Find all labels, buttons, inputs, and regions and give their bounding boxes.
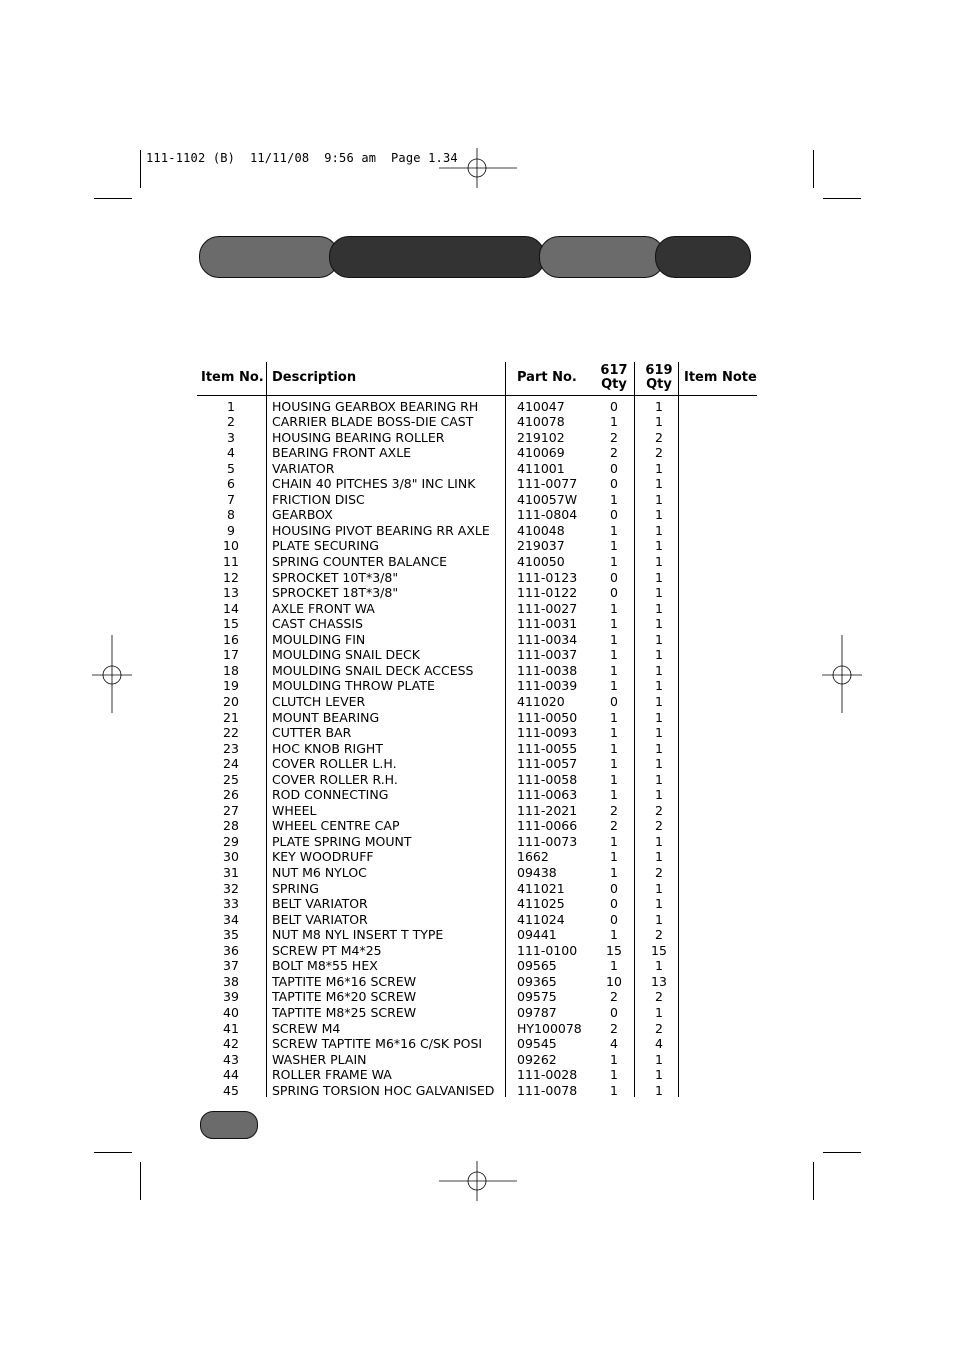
qty-617-cell: 1 — [610, 756, 618, 772]
description-cell: MOUNT BEARING — [272, 709, 380, 725]
part-number-cell: 219102 — [517, 429, 565, 445]
table-row — [0, 1021, 954, 1037]
item-number-cell: 16 — [223, 631, 239, 647]
qty-619-cell: 15 — [651, 942, 667, 958]
description-cell: GEARBOX — [272, 507, 333, 523]
qty-617-cell: 1 — [610, 849, 618, 865]
qty-617-cell: 0 — [610, 911, 618, 927]
table-row — [0, 601, 954, 617]
description-cell: WHEEL CENTRE CAP — [272, 818, 400, 834]
item-number-cell: 17 — [223, 647, 239, 663]
table-row — [0, 834, 954, 850]
qty-617-cell: 1 — [610, 1067, 618, 1083]
description-cell: COVER ROLLER L.H. — [272, 756, 397, 772]
description-cell: SCREW PT M4*25 — [272, 942, 382, 958]
qty-619-cell: 1 — [655, 616, 663, 632]
qty-619-cell: 2 — [655, 445, 663, 461]
item-number-cell: 30 — [223, 849, 239, 865]
item-number-cell: 14 — [223, 600, 239, 616]
description-cell: COVER ROLLER R.H. — [272, 771, 398, 787]
description-cell: FRICTION DISC — [272, 491, 365, 507]
item-number-cell: 42 — [223, 1036, 239, 1052]
description-cell: ROD CONNECTING — [272, 787, 389, 803]
part-number-cell: 111-0050 — [517, 709, 578, 725]
table-row — [0, 881, 954, 897]
item-number-cell: 36 — [223, 942, 239, 958]
item-number-cell: 32 — [223, 880, 239, 896]
qty-619-cell: 1 — [655, 554, 663, 569]
table-row — [0, 927, 954, 943]
qty-619-cell: 2 — [655, 429, 663, 445]
part-number-cell: 111-0122 — [517, 585, 578, 601]
table-row — [0, 849, 954, 865]
table-row — [0, 974, 954, 990]
table-row — [0, 787, 954, 803]
header-tab-shape — [539, 236, 665, 278]
qty-619-cell: 1 — [655, 740, 663, 756]
header-qty-617-top: 617 — [600, 363, 628, 378]
description-cell: HOUSING GEARBOX BEARING RH — [272, 398, 479, 414]
qty-617-cell: 2 — [610, 429, 618, 445]
part-number-cell: 111-0123 — [517, 569, 578, 585]
table-row — [0, 865, 954, 881]
qty-617-cell: 0 — [610, 460, 618, 476]
qty-619-cell: 1 — [655, 585, 663, 601]
description-cell: BELT VARIATOR — [272, 911, 368, 927]
qty-617-cell: 0 — [610, 896, 618, 912]
table-row — [0, 616, 954, 632]
crop-mark — [140, 1162, 141, 1200]
part-number-cell: 111-0038 — [517, 662, 578, 678]
item-number-cell: 12 — [223, 569, 239, 585]
item-number-cell: 25 — [223, 771, 239, 787]
qty-619-cell: 1 — [655, 460, 663, 476]
table-row — [0, 989, 954, 1005]
part-number-cell: 111-0100 — [517, 942, 578, 958]
qty-619-cell: 1 — [655, 631, 663, 647]
part-number-cell: 111-0093 — [517, 725, 578, 741]
item-number-cell: 33 — [223, 896, 239, 912]
table-row — [0, 399, 954, 415]
qty-617-cell: 0 — [610, 476, 618, 492]
qty-619-cell: 1 — [655, 756, 663, 772]
qty-619-cell: 4 — [655, 1036, 663, 1052]
qty-617-cell: 1 — [610, 1082, 618, 1098]
qty-619-cell: 1 — [655, 569, 663, 585]
qty-619-cell: 1 — [655, 849, 663, 865]
qty-617-cell: 10 — [606, 973, 622, 989]
table-row — [0, 663, 954, 679]
description-cell: SPROCKET 18T*3/8" — [272, 585, 399, 601]
item-number-cell: 26 — [223, 787, 239, 803]
description-cell: HOC KNOB RIGHT — [272, 740, 383, 756]
qty-619-cell: 1 — [655, 662, 663, 678]
qty-617-cell: 1 — [610, 491, 618, 507]
item-number-cell: 35 — [223, 927, 239, 943]
description-cell: AXLE FRONT WA — [272, 600, 375, 616]
qty-619-cell: 2 — [655, 1020, 663, 1036]
crop-mark — [94, 198, 132, 199]
qty-619-cell: 1 — [655, 958, 663, 974]
description-cell: CUTTER BAR — [272, 725, 352, 741]
qty-617-cell: 2 — [610, 1020, 618, 1036]
qty-617-cell: 0 — [610, 398, 618, 414]
part-number-cell: 111-0804 — [517, 507, 578, 523]
part-number-cell: 111-0055 — [517, 740, 578, 756]
description-cell: NUT M6 NYLOC — [272, 865, 367, 880]
qty-617-cell: 2 — [610, 989, 618, 1005]
qty-617-cell: 1 — [610, 958, 618, 974]
table-row — [0, 461, 954, 477]
registration-mark-icon — [439, 131, 517, 209]
item-number-cell: 15 — [223, 616, 239, 632]
description-cell: ROLLER FRAME WA — [272, 1067, 392, 1083]
qty-619-cell: 1 — [655, 1067, 663, 1083]
qty-619-cell: 1 — [655, 1004, 663, 1020]
item-number-cell: 6 — [227, 476, 235, 492]
qty-619-cell: 1 — [655, 476, 663, 492]
item-number-cell: 37 — [223, 958, 239, 974]
qty-619-cell: 1 — [655, 709, 663, 725]
part-number-cell: 111-0031 — [517, 616, 578, 632]
header-item-note: Item Note — [684, 370, 757, 385]
item-number-cell: 28 — [223, 818, 239, 834]
description-cell: HOUSING PIVOT BEARING RR AXLE — [272, 522, 490, 538]
part-number-cell: HY100078 — [517, 1020, 582, 1036]
qty-617-cell: 1 — [610, 833, 618, 849]
part-number-cell: 09365 — [517, 973, 557, 989]
table-row — [0, 1052, 954, 1068]
item-number-cell: 44 — [223, 1067, 239, 1083]
header-description: Description — [272, 370, 357, 385]
description-cell: SPRING — [272, 880, 319, 896]
header-tab-shape — [199, 236, 339, 278]
header-qty-619-top: 619 — [645, 363, 673, 378]
qty-619-cell: 1 — [655, 398, 663, 414]
table-row — [0, 523, 954, 539]
description-cell: BEARING FRONT AXLE — [272, 445, 412, 461]
table-row — [0, 725, 954, 741]
description-cell: SPROCKET 10T*3/8" — [272, 569, 399, 585]
qty-617-cell: 1 — [610, 740, 618, 756]
item-number-cell: 10 — [223, 538, 239, 554]
header-item-no: Item No. — [201, 370, 264, 385]
qty-619-cell: 1 — [655, 1051, 663, 1067]
qty-617-cell: 0 — [610, 1004, 618, 1020]
table-row — [0, 647, 954, 663]
part-number-cell: 111-2021 — [517, 802, 578, 818]
qty-617-cell: 1 — [610, 725, 618, 741]
part-number-cell: 111-0037 — [517, 647, 578, 663]
part-number-cell: 411025 — [517, 896, 565, 912]
item-number-cell: 20 — [223, 693, 239, 709]
qty-619-cell: 1 — [655, 880, 663, 896]
part-number-cell: 1662 — [517, 849, 549, 865]
qty-619-cell: 1 — [655, 896, 663, 912]
qty-619-cell: 2 — [655, 802, 663, 818]
part-number-cell: 09787 — [517, 1004, 557, 1020]
description-cell: BELT VARIATOR — [272, 896, 368, 912]
part-number-cell: 410048 — [517, 522, 565, 538]
part-number-cell: 111-0078 — [517, 1082, 578, 1098]
item-number-cell: 38 — [223, 973, 239, 989]
description-cell: BOLT M8*55 HEX — [272, 958, 378, 974]
qty-619-cell: 1 — [655, 600, 663, 616]
qty-619-cell: 1 — [655, 911, 663, 927]
item-number-cell: 1 — [227, 398, 235, 414]
qty-619-cell: 1 — [655, 787, 663, 803]
description-cell: SCREW M4 — [272, 1020, 341, 1036]
item-number-cell: 31 — [223, 865, 239, 880]
part-number-cell: 111-0073 — [517, 833, 578, 849]
table-row — [0, 678, 954, 694]
item-number-cell: 4 — [227, 445, 235, 461]
item-number-cell: 45 — [223, 1082, 239, 1098]
description-cell: MOULDING THROW PLATE — [272, 678, 435, 694]
crop-mark — [813, 150, 814, 188]
qty-617-cell: 0 — [610, 507, 618, 523]
item-number-cell: 7 — [227, 491, 235, 507]
table-row — [0, 803, 954, 819]
registration-mark-icon — [439, 1143, 517, 1221]
table-row — [0, 694, 954, 710]
part-number-cell: 411024 — [517, 911, 565, 927]
item-number-cell: 40 — [223, 1004, 239, 1020]
qty-619-cell: 13 — [651, 973, 667, 989]
part-number-cell: 410069 — [517, 445, 565, 461]
part-number-cell: 410047 — [517, 398, 565, 414]
description-cell: CARRIER BLADE BOSS-DIE CAST — [272, 414, 474, 430]
description-cell: KEY WOODRUFF — [272, 849, 374, 865]
item-number-cell: 39 — [223, 989, 239, 1005]
qty-619-cell: 1 — [655, 538, 663, 554]
description-cell: WASHER PLAIN — [272, 1051, 367, 1067]
qty-617-cell: 2 — [610, 445, 618, 461]
item-number-cell: 41 — [223, 1020, 239, 1036]
qty-619-cell: 1 — [655, 491, 663, 507]
description-cell: MOULDING SNAIL DECK — [272, 647, 420, 663]
crop-mark — [823, 198, 861, 199]
item-number-cell: 18 — [223, 662, 239, 678]
item-number-cell: 8 — [227, 507, 235, 523]
qty-617-cell: 1 — [610, 678, 618, 694]
qty-617-cell: 1 — [610, 600, 618, 616]
qty-619-cell: 2 — [655, 927, 663, 943]
table-row — [0, 507, 954, 523]
item-number-cell: 19 — [223, 678, 239, 694]
item-number-cell: 29 — [223, 833, 239, 849]
item-number-cell: 9 — [227, 522, 235, 538]
qty-617-cell: 0 — [610, 585, 618, 601]
qty-619-cell: 2 — [655, 818, 663, 834]
table-row — [0, 958, 954, 974]
part-number-cell: 410057W — [517, 491, 578, 507]
qty-619-cell: 1 — [655, 507, 663, 523]
qty-617-cell: 1 — [610, 538, 618, 554]
table-row — [0, 818, 954, 834]
qty-617-cell: 1 — [610, 647, 618, 663]
part-number-cell: 410050 — [517, 554, 565, 569]
item-number-cell: 23 — [223, 740, 239, 756]
qty-617-cell: 1 — [610, 1051, 618, 1067]
table-row — [0, 741, 954, 757]
part-number-cell: 09262 — [517, 1051, 557, 1067]
qty-619-cell: 1 — [655, 725, 663, 741]
description-cell: SCREW TAPTITE M6*16 C/SK POSI — [272, 1036, 483, 1052]
description-cell: SPRING COUNTER BALANCE — [272, 554, 448, 569]
table-row — [0, 912, 954, 928]
part-number-cell: 111-0034 — [517, 631, 578, 647]
part-number-cell: 09438 — [517, 865, 557, 880]
item-number-cell: 34 — [223, 911, 239, 927]
qty-619-cell: 1 — [655, 833, 663, 849]
table-row — [0, 445, 954, 461]
page-number-tab — [200, 1111, 258, 1139]
part-number-cell: 111-0066 — [517, 818, 578, 834]
qty-619-cell: 2 — [655, 989, 663, 1005]
description-cell: HOUSING BEARING ROLLER — [272, 429, 445, 445]
qty-617-cell: 4 — [610, 1036, 618, 1052]
qty-619-cell: 1 — [655, 414, 663, 430]
qty-617-cell: 2 — [610, 818, 618, 834]
description-cell: TAPTITE M6*20 SCREW — [272, 989, 417, 1005]
table-row — [0, 585, 954, 601]
part-number-cell: 111-0063 — [517, 787, 578, 803]
qty-617-cell: 1 — [610, 414, 618, 430]
description-cell: CLUTCH LEVER — [272, 693, 366, 709]
table-row — [0, 756, 954, 772]
crop-mark — [813, 1162, 814, 1200]
header-part-no: Part No. — [517, 370, 577, 385]
table-row — [0, 1083, 954, 1099]
qty-617-cell: 1 — [610, 522, 618, 538]
item-number-cell: 24 — [223, 756, 239, 772]
table-row — [0, 943, 954, 959]
part-number-cell: 411001 — [517, 460, 565, 476]
table-row — [0, 1005, 954, 1021]
qty-617-cell: 1 — [610, 865, 618, 880]
table-row — [0, 570, 954, 586]
description-cell: WHEEL — [272, 802, 317, 818]
item-number-cell: 11 — [223, 554, 239, 569]
print-header-text: 111-1102 (B) 11/11/08 9:56 am Page 1.34 — [146, 151, 458, 165]
description-cell: PLATE SPRING MOUNT — [272, 833, 412, 849]
item-number-cell: 43 — [223, 1051, 239, 1067]
qty-617-cell: 1 — [610, 554, 618, 569]
table-row — [0, 430, 954, 446]
description-cell: TAPTITE M6*16 SCREW — [272, 973, 417, 989]
table-row — [0, 414, 954, 430]
item-number-cell: 3 — [227, 429, 235, 445]
part-number-cell: 219037 — [517, 538, 565, 554]
qty-617-cell: 15 — [606, 942, 622, 958]
table-row — [0, 538, 954, 554]
qty-617-cell: 2 — [610, 802, 618, 818]
table-row — [0, 632, 954, 648]
crop-mark — [94, 1152, 132, 1153]
description-cell: MOULDING FIN — [272, 631, 366, 647]
qty-617-cell: 1 — [610, 927, 618, 943]
item-number-cell: 22 — [223, 725, 239, 741]
qty-619-cell: 1 — [655, 693, 663, 709]
description-cell: PLATE SECURING — [272, 538, 379, 554]
header-qty-617-bottom: Qty — [601, 377, 627, 392]
qty-619-cell: 1 — [655, 522, 663, 538]
header-qty-619-bottom: Qty — [646, 377, 672, 392]
table-row — [0, 1036, 954, 1052]
part-number-cell: 09575 — [517, 989, 557, 1005]
description-cell: CHAIN 40 PITCHES 3/8" INC LINK — [272, 476, 476, 492]
qty-617-cell: 0 — [610, 880, 618, 896]
qty-617-cell: 1 — [610, 771, 618, 787]
table-row — [0, 492, 954, 508]
qty-617-cell: 0 — [610, 693, 618, 709]
header-tab-shape — [655, 236, 751, 278]
qty-619-cell: 1 — [655, 647, 663, 663]
part-number-cell: 09441 — [517, 927, 557, 943]
part-number-cell: 111-0039 — [517, 678, 578, 694]
item-number-cell: 21 — [223, 709, 239, 725]
item-number-cell: 5 — [227, 460, 235, 476]
header-rule — [197, 395, 757, 396]
qty-619-cell: 2 — [655, 865, 663, 880]
description-cell: MOULDING SNAIL DECK ACCESS — [272, 662, 474, 678]
table-row — [0, 476, 954, 492]
qty-617-cell: 1 — [610, 662, 618, 678]
description-cell: TAPTITE M8*25 SCREW — [272, 1004, 417, 1020]
qty-619-cell: 1 — [655, 1082, 663, 1098]
part-number-cell: 111-0077 — [517, 476, 578, 492]
item-number-cell: 27 — [223, 802, 239, 818]
part-number-cell: 111-0027 — [517, 600, 578, 616]
qty-617-cell: 1 — [610, 787, 618, 803]
description-cell: NUT M8 NYL INSERT T TYPE — [272, 927, 444, 943]
description-cell: SPRING TORSION HOC GALVANISED — [272, 1082, 495, 1098]
crop-mark — [140, 150, 141, 188]
table-row — [0, 772, 954, 788]
table-row — [0, 554, 954, 570]
qty-617-cell: 0 — [610, 569, 618, 585]
qty-617-cell: 1 — [610, 709, 618, 725]
item-number-cell: 13 — [223, 585, 239, 601]
part-number-cell: 111-0058 — [517, 771, 578, 787]
part-number-cell: 411021 — [517, 880, 565, 896]
part-number-cell: 09545 — [517, 1036, 557, 1052]
qty-617-cell: 1 — [610, 631, 618, 647]
qty-617-cell: 1 — [610, 616, 618, 632]
table-row — [0, 710, 954, 726]
crop-mark — [823, 1152, 861, 1153]
description-cell: CAST CHASSIS — [272, 616, 363, 632]
qty-619-cell: 1 — [655, 771, 663, 787]
table-row — [0, 1067, 954, 1083]
part-number-cell: 09565 — [517, 958, 557, 974]
part-number-cell: 411020 — [517, 693, 565, 709]
part-number-cell: 111-0057 — [517, 756, 578, 772]
item-number-cell: 2 — [227, 414, 235, 430]
qty-619-cell: 1 — [655, 678, 663, 694]
header-tab-shape — [329, 236, 545, 278]
part-number-cell: 111-0028 — [517, 1067, 578, 1083]
table-row — [0, 896, 954, 912]
part-number-cell: 410078 — [517, 414, 565, 430]
description-cell: VARIATOR — [272, 460, 335, 476]
